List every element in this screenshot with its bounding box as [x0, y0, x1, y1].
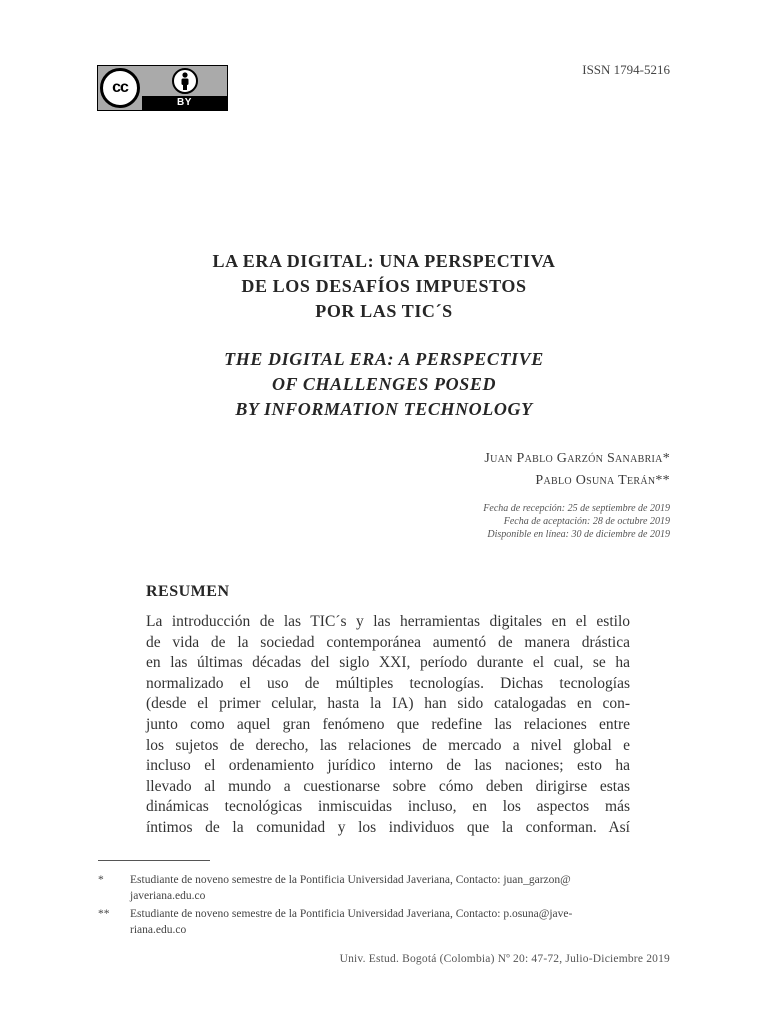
cc-by-license-badge — [97, 65, 228, 111]
footnote-divider — [98, 860, 210, 861]
abstract-line: íntimos de la comunidad y los individuos que la conforman. Así — [146, 818, 630, 836]
abstract-heading: RESUMEN — [146, 583, 230, 600]
title-line: POR LAS TIC´S — [315, 301, 453, 321]
cc-icon: cc — [100, 68, 140, 108]
footnote-mark: * — [98, 874, 104, 886]
online-date: Disponible en línea: 30 de diciembre de 2019 — [487, 529, 670, 540]
journal-citation-footer: Univ. Estud. Bogotá (Colombia) Nº 20: 47-72, Julio-Diciembre 2019 — [339, 953, 670, 965]
footnote-line: Estudiante de noveno semestre de la Pontificia Universidad Javeriana, Contacto: juan_garzon@ — [130, 874, 571, 886]
abstract-line: los sujetos de derecho, las relaciones de mercado a nivel global e — [146, 736, 630, 754]
title-line: THE DIGITAL ERA: A PERSPECTIVE — [224, 349, 544, 369]
abstract-line: La introducción de las TIC´s y las herramientas digitales en el estilo — [146, 613, 630, 630]
publication-dates — [483, 502, 670, 541]
footnote-line: javeriana.edu.co — [130, 890, 206, 902]
author-name: Juan Pablo Garzón Sanabria* — [484, 451, 670, 466]
title-line: BY INFORMATION TECHNOLOGY — [235, 399, 533, 419]
abstract-line: llevado al mundo a cuestionarse sobre cómo deben dirigirse estas — [146, 777, 630, 795]
abstract-line: de vida de la sociedad contemporánea aumentó de manera drástica — [146, 633, 630, 651]
abstract-body — [146, 612, 630, 839]
author-list — [484, 448, 670, 492]
footnote — [98, 906, 672, 938]
footnote-line: Estudiante de noveno semestre de la Pontificia Universidad Javeriana, Contacto: p.osuna@jave- — [130, 908, 573, 920]
abstract-line: normalizado el uso de múltiples tecnologías. Dichas tecnologías — [146, 674, 630, 692]
title-line: OF CHALLENGES POSED — [271, 374, 497, 394]
article-title-spanish — [140, 249, 628, 324]
abstract-line: dinámicas tecnológicas inmiscuidas incluso, en los aspectos más — [146, 798, 630, 816]
person-icon — [172, 68, 198, 94]
issn-number: ISSN 1794-5216 — [582, 62, 670, 77]
article-title-english — [140, 347, 628, 422]
received-date: Fecha de recepción: 25 de septiembre de 2019 — [483, 503, 670, 514]
abstract-line: junto como aquel gran fenómeno que redefine las relaciones entre — [146, 715, 630, 733]
author-name: Pablo Osuna Terán** — [535, 473, 670, 488]
footnote-line: riana.edu.co — [130, 924, 187, 936]
title-line: DE LOS DESAFÍOS IMPUESTOS — [241, 276, 527, 296]
footnote — [98, 872, 672, 904]
accepted-date: Fecha de aceptación: 28 de octubre 2019 — [503, 516, 670, 527]
abstract-line: incluso el ordenamiento jurídico interno de las naciones; esto ha — [146, 757, 630, 775]
title-line: LA ERA DIGITAL: UNA PERSPECTIVA — [212, 251, 556, 271]
abstract-line: en las últimas décadas del siglo XXI, período durante el cual, se ha — [146, 654, 630, 672]
footnote-mark: ** — [98, 908, 110, 920]
abstract-line: (desde el primer celular, hasta la IA) han sido catalogadas en con- — [146, 695, 630, 713]
footnotes — [98, 872, 672, 940]
by-label: BY — [142, 96, 227, 110]
